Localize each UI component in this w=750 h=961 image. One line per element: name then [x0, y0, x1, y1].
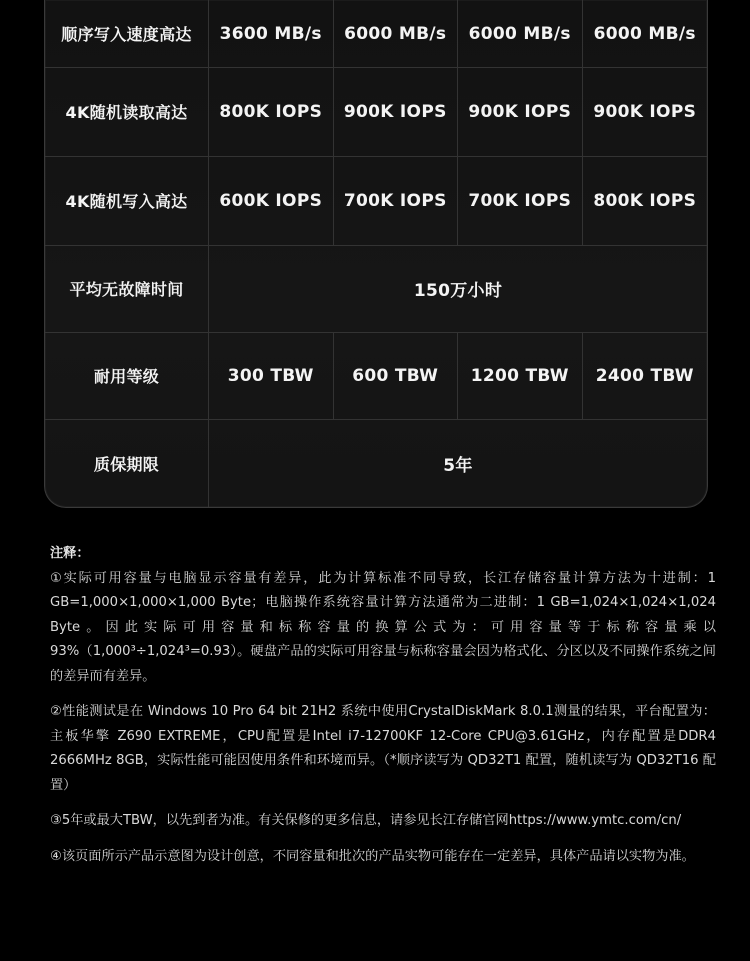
note-item: ④该页面所示产品示意图为设计创意，不同容量和批次的产品实物可能存在一定差异，具体产品请以实物为准。	[50, 848, 695, 864]
table-cell: 900K IOPS	[334, 67, 459, 156]
table-cell: 300 TBW	[209, 332, 334, 419]
table-row	[45, 332, 707, 420]
note-item: ②性能测试是在 Windows 10 Pro 64 bit 21H2 系统中使用CrystalDiskMark 8.0.1测量的结果，平台配置为：主板华擎 Z690 EXTREME，CPU配置是Intel i7-12700KF 12-Core CPU@3.61GHz，内存配置是DDR4 2666MHz 8GB，实际性能可能因使用条件和环境而异。（*顺序读写为 QD32T1 配置，随机读写为 QD32T16 配置）	[50, 704, 716, 793]
table-row	[45, 156, 707, 246]
table-cell: 700K IOPS	[334, 156, 459, 245]
row-label: 耐用等级	[45, 332, 209, 419]
row-label: 质保期限	[45, 419, 209, 507]
table-cell: 800K IOPS	[593, 190, 697, 211]
row-label: 顺序写入速度高达	[45, 0, 209, 67]
notes-title: 注释：	[50, 546, 90, 561]
table-cell: 600 TBW	[334, 332, 459, 419]
table-cell: 900K IOPS	[593, 101, 697, 122]
table-cell-merged: 5年	[443, 455, 473, 476]
table-row	[45, 67, 707, 157]
table-cell: 6000 MB/s	[458, 0, 583, 67]
row-label: 4K随机写入高达	[45, 156, 209, 245]
table-cell-merged: 150万小时	[413, 281, 503, 301]
table-cell: 700K IOPS	[458, 156, 583, 245]
table-cell: 3600 MB/s	[209, 0, 334, 67]
table-row	[45, 419, 707, 507]
table-row	[45, 0, 707, 68]
table-cell: 2400 TBW	[595, 365, 694, 386]
table-cell: 6000 MB/s	[334, 0, 459, 67]
table-cell: 600K IOPS	[209, 156, 334, 245]
notes-section	[50, 542, 716, 880]
table-cell: 800K IOPS	[209, 67, 334, 156]
table-cell: 900K IOPS	[458, 67, 583, 156]
table-row	[45, 245, 707, 333]
table-cell: 1200 TBW	[458, 332, 583, 419]
table-cell: 6000 MB/s	[593, 23, 696, 44]
note-item: ①实际可用容量与电脑显示容量有差异，此为计算标准不同导致，长江存储容量计算方法为十进制：1 GB=1,000×1,000×1,000 Byte；电脑操作系统容量计算方法通常为二进制：1 GB=1,024×1,024×1,024 Byte。因此实际可用容量和标称容量的换算公式为：可用容量等于标称容量乘以 93%（1,000³÷1,024³=0.93）。硬盘产品的实际可用容量与标称容量会因为格式化、分区以及不同操作系统之间的差异而有差异。	[50, 570, 716, 684]
row-label: 平均无故障时间	[45, 245, 209, 332]
spec-table	[44, 0, 708, 508]
note-item: ③5年或最大TBW，以先到者为准。有关保修的更多信息，请参见长江存储官网https://www.ymtc.com/cn/	[50, 813, 682, 828]
row-label: 4K随机读取高达	[45, 67, 209, 156]
